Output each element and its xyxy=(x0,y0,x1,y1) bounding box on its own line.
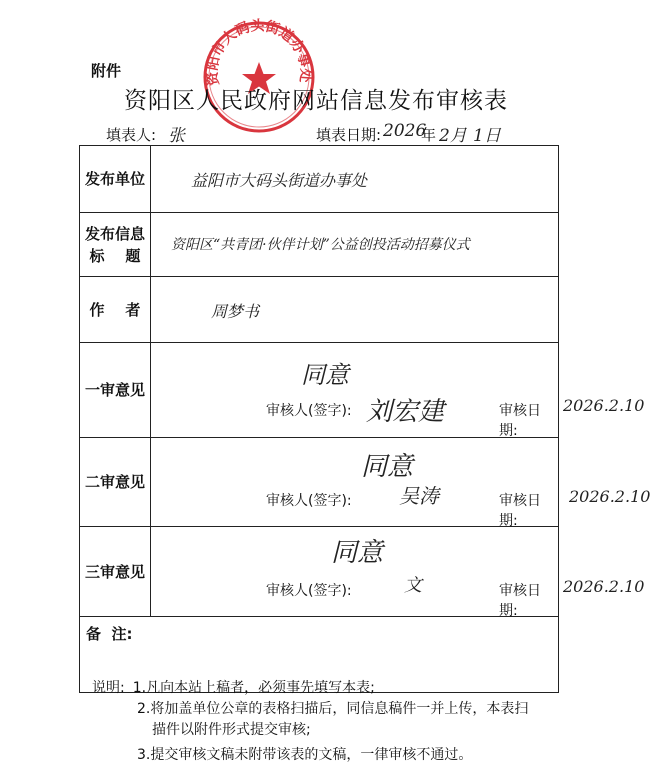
note-item-1: 1.凡向本站上稿者，必须事先填写本表; xyxy=(132,680,375,696)
review2-date-label: 审核日期: xyxy=(499,493,541,529)
review-form-table xyxy=(79,145,650,693)
review2-reviewer-label: 审核人(签字): xyxy=(266,493,352,509)
review3-label: 三审意见 xyxy=(80,527,151,617)
fill-date-year: 2026 xyxy=(383,121,427,141)
author-label: 作 者 xyxy=(80,277,151,343)
row-review3 xyxy=(80,527,559,617)
review2-date-value: 2026.2.10 xyxy=(569,487,650,506)
fill-date-month: 2月 xyxy=(439,126,467,146)
page-title: 资阳区人民政府网站信息发布审核表 xyxy=(124,88,508,114)
row-unit xyxy=(80,146,559,213)
review1-reviewer-label: 审核人(签字): xyxy=(266,403,352,419)
info-title-label-line2: 标 题 xyxy=(89,246,141,265)
unit-cell xyxy=(151,146,559,213)
review3-date-value: 2026.2.10 xyxy=(563,577,645,596)
fill-date-year-char: 年 xyxy=(421,126,437,144)
note-item-2b: 描件以附件形式提交审核; xyxy=(152,722,311,738)
review1-date-value: 2026.2.10 xyxy=(563,396,645,415)
note-item-3: 3.提交审核文稿未附带该表的文稿，一律审核不通过。 xyxy=(137,747,473,763)
review3-cell xyxy=(151,527,645,619)
info-title-cell xyxy=(151,213,559,277)
review3-reviewer-label: 审核人(签字): xyxy=(266,583,352,599)
filler-signature: 张 xyxy=(168,126,185,146)
svg-text:资阳市大码头街道办事处: 资阳市大码头街道办事处 xyxy=(204,18,314,87)
info-title-label-line1: 发布信息 xyxy=(84,224,145,243)
review3-date-label: 审核日期: xyxy=(499,583,541,619)
unit-value: 益阳市大码头街道办事处 xyxy=(191,171,368,190)
notes-section xyxy=(92,678,528,766)
row-review1 xyxy=(80,343,559,438)
fill-date-label: 填表日期: xyxy=(316,126,382,144)
review1-label: 一审意见 xyxy=(80,343,151,438)
author-cell xyxy=(151,277,559,343)
review2-cell xyxy=(151,438,650,529)
official-seal xyxy=(200,18,318,136)
review1-reviewer-signature: 刘宏建 xyxy=(366,397,445,427)
filler-label: 填表人: xyxy=(106,126,157,144)
remarks-label: 备 注: xyxy=(86,625,133,643)
notes-prefix: 说明: xyxy=(92,680,125,696)
review3-opinion: 同意 xyxy=(331,538,384,568)
info-title-label xyxy=(80,213,151,277)
fill-date-day: 1日 xyxy=(473,126,501,146)
review2-label: 二审意见 xyxy=(80,438,151,527)
row-author xyxy=(80,277,559,343)
row-review2 xyxy=(80,438,559,527)
row-info-title xyxy=(80,213,559,277)
note-item-2a: 2.将加盖单位公章的表格扫描后，同信息稿件一并上传，本表扫 xyxy=(137,701,529,717)
review2-opinion: 同意 xyxy=(361,452,414,482)
review2-reviewer-signature: 吴涛 xyxy=(399,484,439,508)
info-title-value: 资阳区“共青团·伙伴计划”公益创投活动招募仪式 xyxy=(171,237,470,253)
author-value: 周梦书 xyxy=(211,302,260,321)
unit-label: 发布单位 xyxy=(80,146,151,213)
review3-reviewer-signature: 文 xyxy=(404,575,422,596)
review1-cell xyxy=(151,343,645,439)
review1-date-label: 审核日期: xyxy=(499,403,541,439)
review1-opinion: 同意 xyxy=(301,361,349,389)
attachment-label: 附件 xyxy=(91,62,122,80)
